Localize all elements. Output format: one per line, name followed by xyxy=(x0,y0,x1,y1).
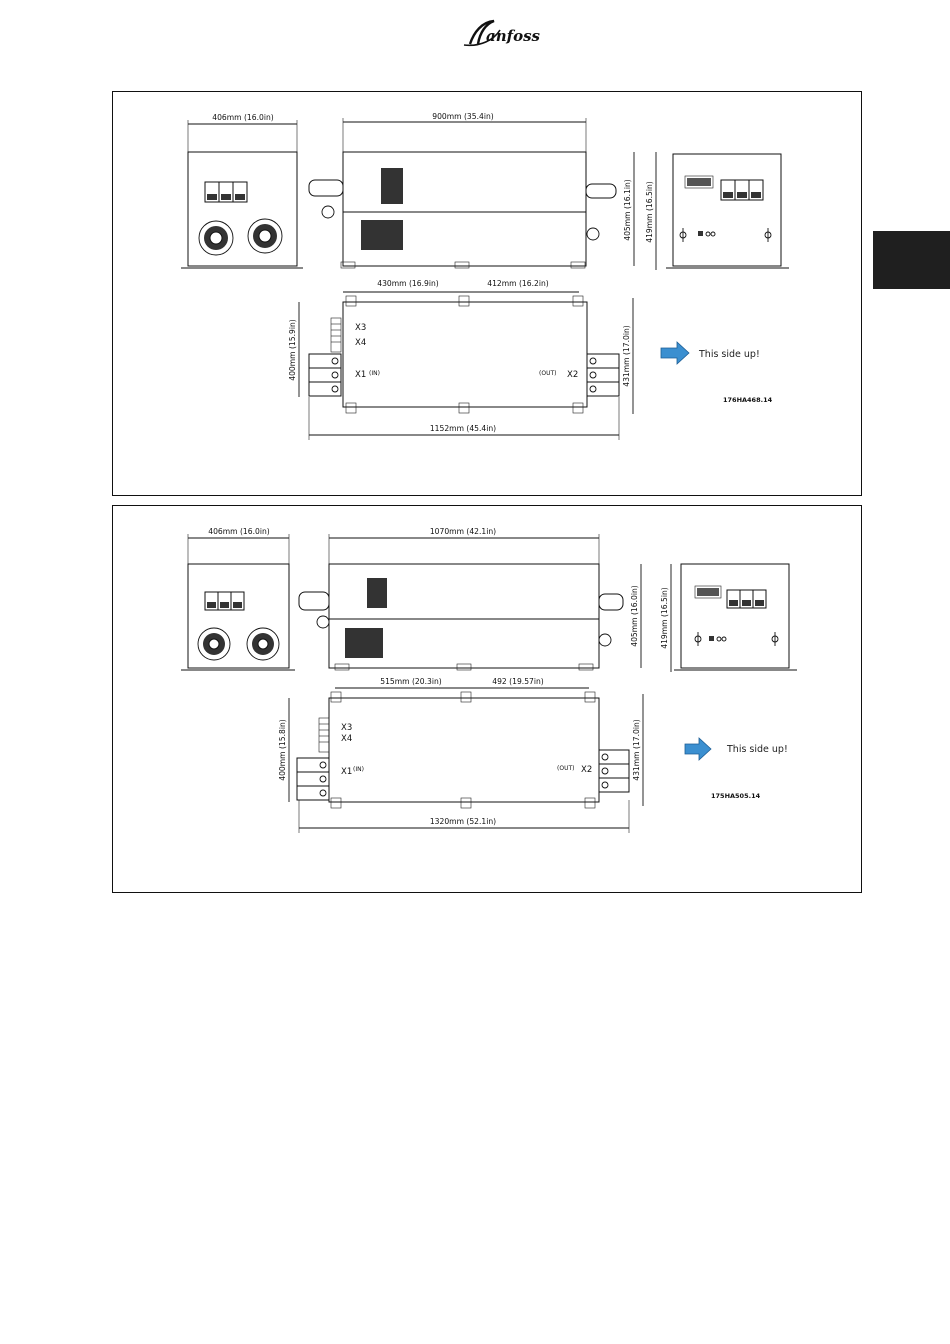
footprint-total-height-label: 431mm (17.0in) xyxy=(622,325,631,387)
end-view xyxy=(666,154,789,268)
top-view xyxy=(278,677,643,833)
mount-left-label: 515mm (20.3in) xyxy=(380,677,442,686)
front-view xyxy=(181,113,303,268)
drawing-code: 176HA468.14 xyxy=(723,396,773,404)
total-length-label: 1320mm (52.1in) xyxy=(429,817,497,826)
terminal-x2-label: X2 xyxy=(581,765,593,775)
side-view xyxy=(309,112,656,270)
terminal-x2-label: X2 xyxy=(567,370,579,380)
this-side-up-arrow-icon xyxy=(685,738,711,760)
in-label: (IN) xyxy=(353,766,364,773)
filter-drawing-2 xyxy=(112,505,862,893)
side-view xyxy=(299,527,671,672)
filter-drawing-1 xyxy=(112,91,862,496)
total-length-label: 1152mm (45.4in) xyxy=(429,424,497,433)
danfoss-logo xyxy=(460,14,556,54)
height-inner-label: 405mm (16.0in) xyxy=(630,585,639,647)
drawing-code: 175HA505.14 xyxy=(711,792,761,800)
height-outer-label: 419mm (16.5in) xyxy=(660,587,669,649)
this-side-up-arrow-icon xyxy=(661,342,689,364)
in-label: (IN) xyxy=(369,370,380,377)
side-length-label: 1070mm (42.1in) xyxy=(429,527,497,536)
height-outer-label: 419mm (16.5in) xyxy=(645,181,654,243)
front-width-label: 406mm (16.0in) xyxy=(212,113,274,122)
footprint-total-height-label: 431mm (17.0in) xyxy=(632,719,641,781)
top-view xyxy=(288,279,633,440)
front-view xyxy=(181,527,295,670)
svg-text:anfoss: anfoss xyxy=(486,27,540,45)
terminal-x4-label: X4 xyxy=(341,734,353,744)
terminal-x1-label: X1 xyxy=(341,767,353,777)
height-inner-label: 405mm (16.1in) xyxy=(623,179,632,241)
mount-right-label: 412mm (16.2in) xyxy=(487,279,549,288)
section-tab xyxy=(873,231,950,289)
footprint-height-label: 400mm (15.9in) xyxy=(288,319,297,381)
terminal-x3-label: X3 xyxy=(341,723,353,733)
terminal-x4-label: X4 xyxy=(355,338,367,348)
orientation-note: This side up! xyxy=(699,349,760,360)
orientation-note: This side up! xyxy=(727,744,788,755)
terminal-x1-label: X1 xyxy=(355,370,367,380)
out-label: (OUT) xyxy=(557,765,575,772)
side-length-label: 900mm (35.4in) xyxy=(432,112,494,121)
footprint-height-label: 400mm (15.8in) xyxy=(278,719,287,781)
mount-left-label: 430mm (16.9in) xyxy=(377,279,439,288)
out-label: (OUT) xyxy=(539,370,557,377)
end-view xyxy=(674,564,797,670)
mount-right-label: 492 (19.57in) xyxy=(492,677,544,686)
terminal-x3-label: X3 xyxy=(355,323,367,333)
front-width-label: 406mm (16.0in) xyxy=(208,527,270,536)
